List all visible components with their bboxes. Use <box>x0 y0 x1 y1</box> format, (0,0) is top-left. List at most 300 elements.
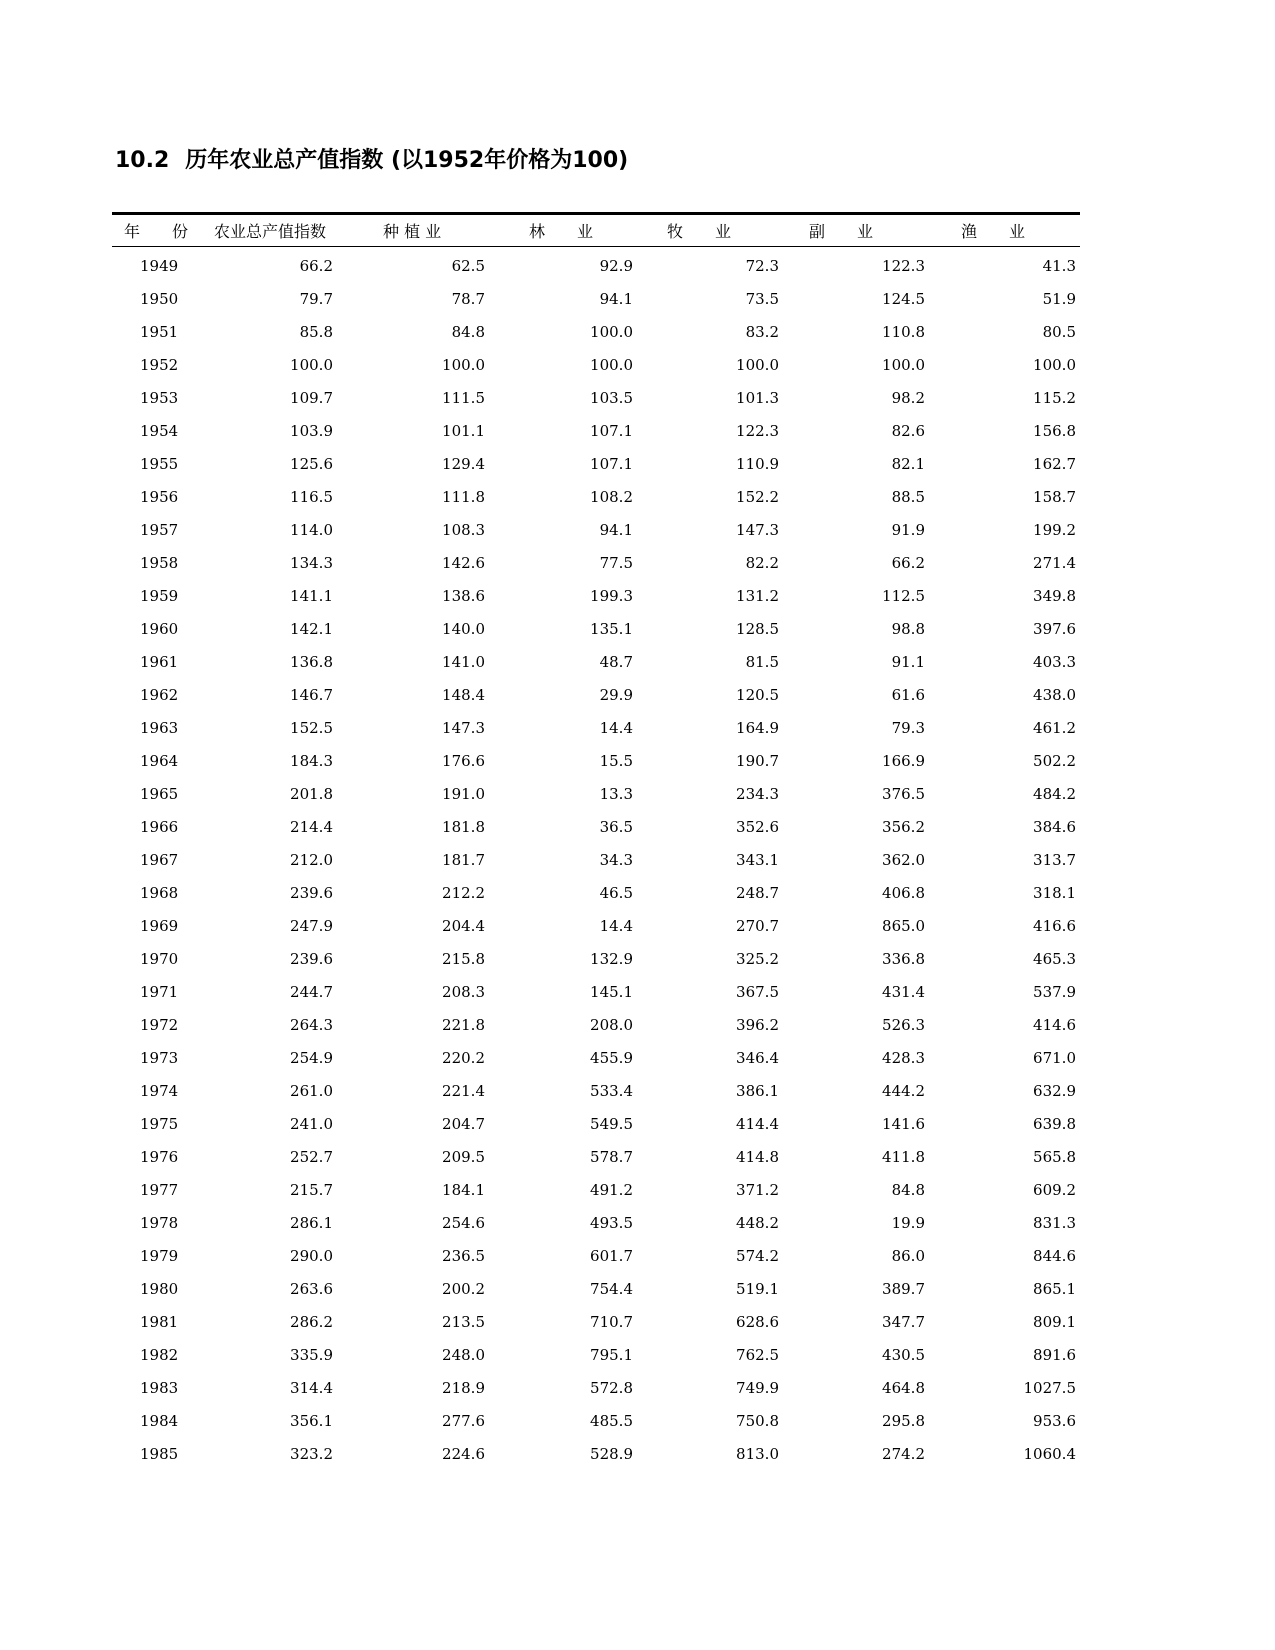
cell-livestock: 352.6 <box>736 817 779 836</box>
cell-forestry: 208.0 <box>590 1015 633 1034</box>
table-row <box>112 1437 1080 1470</box>
cell-livestock: 152.2 <box>736 487 779 506</box>
cell-crop: 218.9 <box>442 1378 485 1397</box>
cell-crop: 215.8 <box>442 949 485 968</box>
cell-year: 1972 <box>140 1015 179 1034</box>
cell-year: 1968 <box>140 883 179 902</box>
cell-total-index: 152.5 <box>290 718 333 737</box>
cell-sideline: 347.7 <box>882 1312 925 1331</box>
cell-fishery: 199.2 <box>1033 520 1076 539</box>
cell-total-index: 85.8 <box>299 322 333 341</box>
cell-sideline: 100.0 <box>882 355 925 374</box>
cell-year: 1964 <box>140 751 179 770</box>
cell-sideline: 431.4 <box>882 982 925 1001</box>
header-forestry: 林 业 <box>489 215 637 247</box>
table-row <box>112 414 1080 447</box>
cell-forestry: 92.9 <box>599 256 633 275</box>
cell-crop: 221.4 <box>442 1081 485 1100</box>
cell-crop: 204.4 <box>442 916 485 935</box>
cell-fishery: 844.6 <box>1033 1246 1076 1265</box>
table-row <box>112 777 1080 810</box>
cell-total-index: 134.3 <box>290 553 333 572</box>
cell-fishery: 537.9 <box>1033 982 1076 1001</box>
cell-total-index: 201.8 <box>290 784 333 803</box>
cell-forestry: 14.4 <box>599 718 633 737</box>
header-row <box>112 215 1080 247</box>
cell-fishery: 403.3 <box>1033 652 1076 671</box>
table-row <box>112 247 1080 283</box>
cell-sideline: 61.6 <box>891 685 925 704</box>
header-fishery: 渔 业 <box>929 215 1080 247</box>
cell-total-index: 286.2 <box>290 1312 333 1331</box>
cell-total-index: 239.6 <box>290 949 333 968</box>
table-row <box>112 1173 1080 1206</box>
cell-crop: 78.7 <box>451 289 485 308</box>
cell-sideline: 122.3 <box>882 256 925 275</box>
cell-livestock: 270.7 <box>736 916 779 935</box>
cell-forestry: 132.9 <box>590 949 633 968</box>
cell-sideline: 124.5 <box>882 289 925 308</box>
cell-forestry: 15.5 <box>599 751 633 770</box>
cell-crop: 111.5 <box>442 388 485 407</box>
cell-sideline: 389.7 <box>882 1279 925 1298</box>
cell-fishery: 502.2 <box>1033 751 1076 770</box>
cell-forestry: 107.1 <box>590 454 633 473</box>
cell-crop: 181.8 <box>442 817 485 836</box>
cell-crop: 220.2 <box>442 1048 485 1067</box>
cell-total-index: 114.0 <box>290 520 333 539</box>
cell-sideline: 411.8 <box>882 1147 925 1166</box>
cell-crop: 138.6 <box>442 586 485 605</box>
cell-crop: 191.0 <box>442 784 485 803</box>
cell-total-index: 241.0 <box>290 1114 333 1133</box>
cell-forestry: 455.9 <box>590 1048 633 1067</box>
cell-fishery: 865.1 <box>1033 1279 1076 1298</box>
table-row <box>112 447 1080 480</box>
cell-sideline: 82.1 <box>891 454 925 473</box>
cell-forestry: 485.5 <box>590 1411 633 1430</box>
cell-crop: 111.8 <box>442 487 485 506</box>
cell-fishery: 632.9 <box>1033 1081 1076 1100</box>
cell-year: 1954 <box>140 421 179 440</box>
cell-year: 1963 <box>140 718 179 737</box>
cell-total-index: 252.7 <box>290 1147 333 1166</box>
cell-crop: 254.6 <box>442 1213 485 1232</box>
cell-total-index: 146.7 <box>290 685 333 704</box>
cell-sideline: 98.2 <box>891 388 925 407</box>
header-sideline: 副 业 <box>783 215 929 247</box>
cell-livestock: 131.2 <box>736 586 779 605</box>
cell-livestock: 414.4 <box>736 1114 779 1133</box>
cell-forestry: 754.4 <box>590 1279 633 1298</box>
cell-forestry: 13.3 <box>599 784 633 803</box>
cell-crop: 212.2 <box>442 883 485 902</box>
cell-year: 1985 <box>140 1444 179 1463</box>
cell-forestry: 46.5 <box>599 883 633 902</box>
cell-year: 1973 <box>140 1048 179 1067</box>
table-row <box>112 315 1080 348</box>
cell-crop: 224.6 <box>442 1444 485 1463</box>
cell-sideline: 336.8 <box>882 949 925 968</box>
cell-year: 1974 <box>140 1081 179 1100</box>
cell-year: 1953 <box>140 388 179 407</box>
cell-crop: 204.7 <box>442 1114 485 1133</box>
table-row <box>112 843 1080 876</box>
cell-total-index: 184.3 <box>290 751 333 770</box>
cell-year: 1970 <box>140 949 179 968</box>
table-row <box>112 1272 1080 1305</box>
cell-fishery: 438.0 <box>1033 685 1076 704</box>
cell-total-index: 254.9 <box>290 1048 333 1067</box>
cell-fishery: 271.4 <box>1033 553 1076 572</box>
cell-sideline: 406.8 <box>882 883 925 902</box>
cell-crop: 62.5 <box>451 256 485 275</box>
cell-forestry: 34.3 <box>599 850 633 869</box>
cell-sideline: 112.5 <box>882 586 925 605</box>
cell-livestock: 100.0 <box>736 355 779 374</box>
cell-fishery: 891.6 <box>1033 1345 1076 1364</box>
table-row <box>112 1239 1080 1272</box>
cell-fishery: 162.7 <box>1033 454 1076 473</box>
cell-forestry: 199.3 <box>590 586 633 605</box>
cell-crop: 101.1 <box>442 421 485 440</box>
cell-total-index: 290.0 <box>290 1246 333 1265</box>
cell-forestry: 103.5 <box>590 388 633 407</box>
cell-fishery: 565.8 <box>1033 1147 1076 1166</box>
cell-total-index: 261.0 <box>290 1081 333 1100</box>
cell-livestock: 101.3 <box>736 388 779 407</box>
cell-year: 1982 <box>140 1345 179 1364</box>
cell-sideline: 91.9 <box>891 520 925 539</box>
cell-fishery: 609.2 <box>1033 1180 1076 1199</box>
table-number: 10.2 <box>115 148 170 173</box>
cell-sideline: 19.9 <box>891 1213 925 1232</box>
cell-fishery: 384.6 <box>1033 817 1076 836</box>
cell-fishery: 100.0 <box>1033 355 1076 374</box>
cell-year: 1976 <box>140 1147 179 1166</box>
cell-livestock: 346.4 <box>736 1048 779 1067</box>
cell-year: 1959 <box>140 586 179 605</box>
cell-crop: 236.5 <box>442 1246 485 1265</box>
cell-livestock: 574.2 <box>736 1246 779 1265</box>
cell-fishery: 318.1 <box>1033 883 1076 902</box>
header-livestock: 牧 业 <box>637 215 783 247</box>
table-row <box>112 348 1080 381</box>
cell-livestock: 628.6 <box>736 1312 779 1331</box>
table-row <box>112 1338 1080 1371</box>
header-total-index: 农业总产值指数 <box>202 215 337 247</box>
cell-fishery: 51.9 <box>1042 289 1076 308</box>
cell-year: 1962 <box>140 685 179 704</box>
cell-livestock: 110.9 <box>736 454 779 473</box>
cell-year: 1958 <box>140 553 179 572</box>
agriculture-index-table <box>112 215 1080 1470</box>
table-row <box>112 645 1080 678</box>
cell-crop: 213.5 <box>442 1312 485 1331</box>
cell-year: 1983 <box>140 1378 179 1397</box>
cell-sideline: 356.2 <box>882 817 925 836</box>
cell-livestock: 414.8 <box>736 1147 779 1166</box>
cell-total-index: 264.3 <box>290 1015 333 1034</box>
cell-year: 1955 <box>140 454 179 473</box>
cell-year: 1950 <box>140 289 179 308</box>
cell-forestry: 77.5 <box>599 553 633 572</box>
table-row <box>112 1041 1080 1074</box>
cell-fishery: 158.7 <box>1033 487 1076 506</box>
cell-total-index: 286.1 <box>290 1213 333 1232</box>
cell-year: 1951 <box>140 322 179 341</box>
cell-sideline: 295.8 <box>882 1411 925 1430</box>
cell-sideline: 84.8 <box>891 1180 925 1199</box>
table-row <box>112 282 1080 315</box>
cell-livestock: 762.5 <box>736 1345 779 1364</box>
cell-crop: 147.3 <box>442 718 485 737</box>
table-row <box>112 1140 1080 1173</box>
cell-total-index: 244.7 <box>290 982 333 1001</box>
cell-forestry: 601.7 <box>590 1246 633 1265</box>
cell-livestock: 396.2 <box>736 1015 779 1034</box>
cell-year: 1949 <box>140 256 179 275</box>
cell-total-index: 109.7 <box>290 388 333 407</box>
cell-fishery: 115.2 <box>1033 388 1076 407</box>
cell-livestock: 813.0 <box>736 1444 779 1463</box>
cell-sideline: 428.3 <box>882 1048 925 1067</box>
table-row <box>112 612 1080 645</box>
cell-livestock: 122.3 <box>736 421 779 440</box>
cell-total-index: 79.7 <box>299 289 333 308</box>
cell-year: 1956 <box>140 487 179 506</box>
cell-sideline: 526.3 <box>882 1015 925 1034</box>
cell-sideline: 362.0 <box>882 850 925 869</box>
cell-livestock: 164.9 <box>736 718 779 737</box>
cell-crop: 141.0 <box>442 652 485 671</box>
table-row <box>112 876 1080 909</box>
cell-forestry: 795.1 <box>590 1345 633 1364</box>
cell-crop: 277.6 <box>442 1411 485 1430</box>
cell-crop: 140.0 <box>442 619 485 638</box>
cell-crop: 209.5 <box>442 1147 485 1166</box>
cell-sideline: 91.1 <box>891 652 925 671</box>
cell-sideline: 86.0 <box>891 1246 925 1265</box>
cell-year: 1967 <box>140 850 179 869</box>
cell-fishery: 1027.5 <box>1023 1378 1076 1397</box>
cell-livestock: 371.2 <box>736 1180 779 1199</box>
table-row <box>112 1107 1080 1140</box>
table-row <box>112 711 1080 744</box>
cell-fishery: 349.8 <box>1033 586 1076 605</box>
cell-crop: 181.7 <box>442 850 485 869</box>
table-row <box>112 942 1080 975</box>
cell-year: 1966 <box>140 817 179 836</box>
table-header <box>112 215 1080 247</box>
cell-year: 1957 <box>140 520 179 539</box>
cell-sideline: 82.6 <box>891 421 925 440</box>
cell-fishery: 461.2 <box>1033 718 1076 737</box>
cell-total-index: 215.7 <box>290 1180 333 1199</box>
table-row <box>112 909 1080 942</box>
cell-total-index: 247.9 <box>290 916 333 935</box>
table-row <box>112 513 1080 546</box>
cell-forestry: 100.0 <box>590 355 633 374</box>
cell-total-index: 239.6 <box>290 883 333 902</box>
cell-total-index: 100.0 <box>290 355 333 374</box>
table-row <box>112 744 1080 777</box>
table-row <box>112 975 1080 1008</box>
cell-crop: 129.4 <box>442 454 485 473</box>
cell-forestry: 107.1 <box>590 421 633 440</box>
cell-fishery: 313.7 <box>1033 850 1076 869</box>
cell-crop: 176.6 <box>442 751 485 770</box>
cell-crop: 100.0 <box>442 355 485 374</box>
table-row <box>112 1371 1080 1404</box>
cell-livestock: 750.8 <box>736 1411 779 1430</box>
cell-fishery: 484.2 <box>1033 784 1076 803</box>
cell-livestock: 448.2 <box>736 1213 779 1232</box>
cell-total-index: 141.1 <box>290 586 333 605</box>
cell-forestry: 108.2 <box>590 487 633 506</box>
cell-forestry: 533.4 <box>590 1081 633 1100</box>
cell-year: 1984 <box>140 1411 179 1430</box>
cell-sideline: 110.8 <box>882 322 925 341</box>
table-row <box>112 1074 1080 1107</box>
cell-sideline: 66.2 <box>891 553 925 572</box>
cell-year: 1969 <box>140 916 179 935</box>
cell-total-index: 323.2 <box>290 1444 333 1463</box>
cell-fishery: 80.5 <box>1042 322 1076 341</box>
header-year: 年 份 <box>112 215 202 247</box>
cell-total-index: 66.2 <box>299 256 333 275</box>
cell-livestock: 82.2 <box>745 553 779 572</box>
cell-livestock: 83.2 <box>745 322 779 341</box>
cell-fishery: 639.8 <box>1033 1114 1076 1133</box>
cell-total-index: 136.8 <box>290 652 333 671</box>
cell-year: 1952 <box>140 355 179 374</box>
cell-year: 1980 <box>140 1279 179 1298</box>
table-title-text: 历年农业总产值指数 (以1952年价格为100) <box>185 148 629 173</box>
cell-livestock: 248.7 <box>736 883 779 902</box>
table-row <box>112 1404 1080 1437</box>
cell-livestock: 190.7 <box>736 751 779 770</box>
table-row <box>112 381 1080 414</box>
cell-fishery: 953.6 <box>1033 1411 1076 1430</box>
cell-year: 1975 <box>140 1114 179 1133</box>
cell-forestry: 135.1 <box>590 619 633 638</box>
cell-year: 1978 <box>140 1213 179 1232</box>
cell-livestock: 343.1 <box>736 850 779 869</box>
cell-total-index: 125.6 <box>290 454 333 473</box>
cell-fishery: 465.3 <box>1033 949 1076 968</box>
cell-year: 1979 <box>140 1246 179 1265</box>
cell-year: 1977 <box>140 1180 179 1199</box>
cell-forestry: 94.1 <box>599 289 633 308</box>
cell-forestry: 491.2 <box>590 1180 633 1199</box>
cell-fishery: 671.0 <box>1033 1048 1076 1067</box>
cell-total-index: 103.9 <box>290 421 333 440</box>
table-row <box>112 810 1080 843</box>
table-row <box>112 1305 1080 1338</box>
table-row <box>112 480 1080 513</box>
cell-crop: 200.2 <box>442 1279 485 1298</box>
cell-crop: 142.6 <box>442 553 485 572</box>
table-row <box>112 579 1080 612</box>
cell-livestock: 234.3 <box>736 784 779 803</box>
cell-fishery: 831.3 <box>1033 1213 1076 1232</box>
cell-crop: 108.3 <box>442 520 485 539</box>
cell-livestock: 120.5 <box>736 685 779 704</box>
cell-total-index: 142.1 <box>290 619 333 638</box>
cell-livestock: 81.5 <box>745 652 779 671</box>
cell-sideline: 274.2 <box>882 1444 925 1463</box>
cell-forestry: 528.9 <box>590 1444 633 1463</box>
cell-livestock: 72.3 <box>745 256 779 275</box>
cell-fishery: 414.6 <box>1033 1015 1076 1034</box>
cell-livestock: 386.1 <box>736 1081 779 1100</box>
cell-fishery: 416.6 <box>1033 916 1076 935</box>
data-table-container <box>112 212 1080 1470</box>
cell-sideline: 464.8 <box>882 1378 925 1397</box>
cell-sideline: 865.0 <box>882 916 925 935</box>
cell-year: 1961 <box>140 652 179 671</box>
table-row <box>112 1206 1080 1239</box>
cell-forestry: 29.9 <box>599 685 633 704</box>
cell-forestry: 100.0 <box>590 322 633 341</box>
cell-sideline: 141.6 <box>882 1114 925 1133</box>
cell-crop: 148.4 <box>442 685 485 704</box>
page-title <box>115 146 628 176</box>
cell-sideline: 166.9 <box>882 751 925 770</box>
cell-crop: 84.8 <box>451 322 485 341</box>
cell-forestry: 549.5 <box>590 1114 633 1133</box>
cell-livestock: 325.2 <box>736 949 779 968</box>
table-row <box>112 546 1080 579</box>
cell-forestry: 578.7 <box>590 1147 633 1166</box>
cell-total-index: 116.5 <box>290 487 333 506</box>
cell-sideline: 98.8 <box>891 619 925 638</box>
cell-fishery: 1060.4 <box>1023 1444 1076 1463</box>
cell-year: 1981 <box>140 1312 179 1331</box>
cell-crop: 248.0 <box>442 1345 485 1364</box>
cell-fishery: 156.8 <box>1033 421 1076 440</box>
cell-forestry: 493.5 <box>590 1213 633 1232</box>
cell-livestock: 519.1 <box>736 1279 779 1298</box>
cell-forestry: 145.1 <box>590 982 633 1001</box>
cell-forestry: 710.7 <box>590 1312 633 1331</box>
cell-fishery: 397.6 <box>1033 619 1076 638</box>
cell-forestry: 14.4 <box>599 916 633 935</box>
cell-sideline: 376.5 <box>882 784 925 803</box>
cell-sideline: 88.5 <box>891 487 925 506</box>
cell-sideline: 444.2 <box>882 1081 925 1100</box>
cell-livestock: 73.5 <box>745 289 779 308</box>
cell-forestry: 36.5 <box>599 817 633 836</box>
cell-livestock: 749.9 <box>736 1378 779 1397</box>
cell-total-index: 263.6 <box>290 1279 333 1298</box>
cell-forestry: 572.8 <box>590 1378 633 1397</box>
cell-sideline: 430.5 <box>882 1345 925 1364</box>
cell-total-index: 335.9 <box>290 1345 333 1364</box>
cell-livestock: 147.3 <box>736 520 779 539</box>
table-row <box>112 678 1080 711</box>
table-row <box>112 1008 1080 1041</box>
cell-total-index: 214.4 <box>290 817 333 836</box>
table-body <box>112 247 1080 1471</box>
cell-crop: 184.1 <box>442 1180 485 1199</box>
cell-fishery: 809.1 <box>1033 1312 1076 1331</box>
cell-crop: 208.3 <box>442 982 485 1001</box>
cell-crop: 221.8 <box>442 1015 485 1034</box>
cell-fishery: 41.3 <box>1042 256 1076 275</box>
cell-year: 1971 <box>140 982 179 1001</box>
